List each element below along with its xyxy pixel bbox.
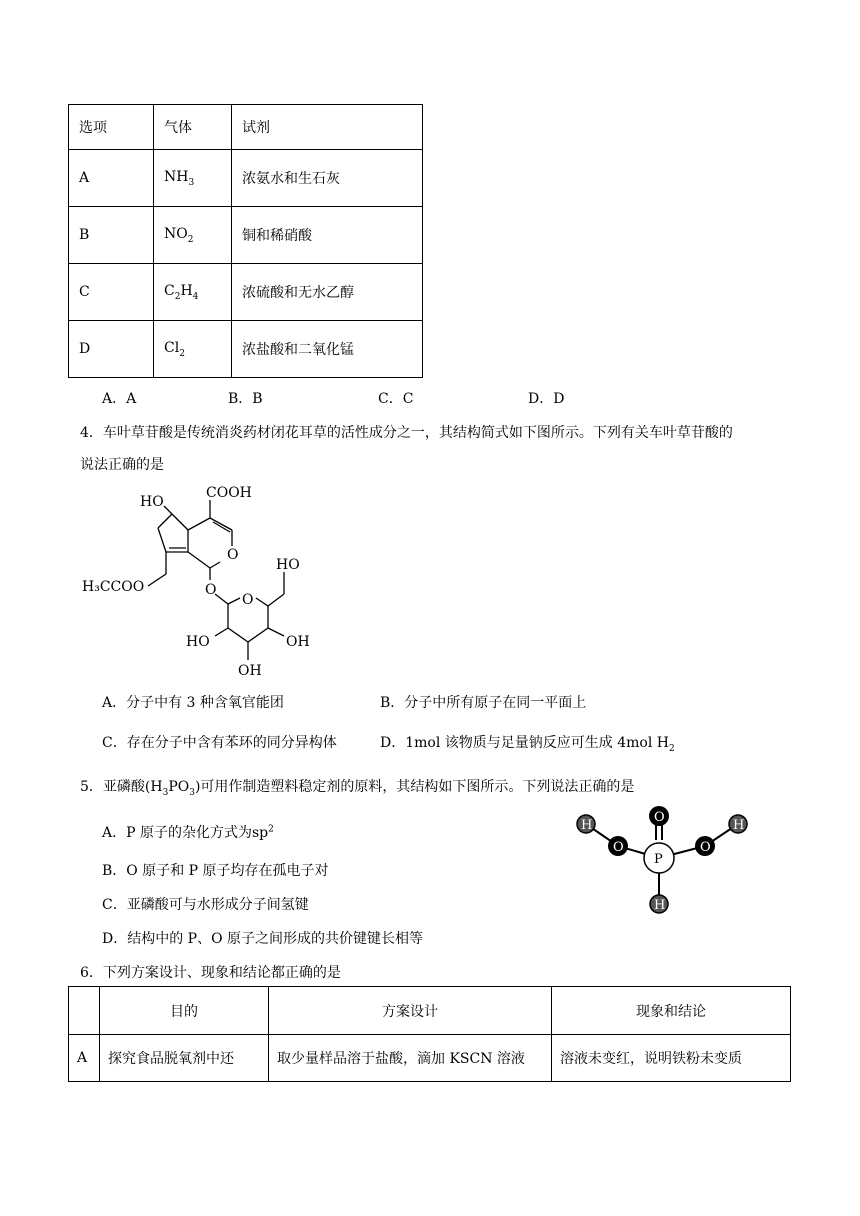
asperulosidic-acid-structure (70, 476, 350, 686)
q4-option-b: B．分子中所有原子在同一平面上 (380, 695, 587, 711)
row-option: A (69, 150, 154, 207)
table-row (69, 150, 423, 207)
header-reagent: 试剂 (232, 105, 423, 150)
plan-table (68, 986, 791, 1082)
table-header-row (69, 105, 423, 150)
header-result: 现象和结论 (552, 987, 791, 1035)
row-gas: $NH_3$ (154, 150, 232, 207)
row-result: 溶液未变红，说明铁粉未变质 (552, 1035, 791, 1082)
label-o-left: O (613, 840, 624, 855)
row-reagent: 浓盐酸和二氧化锰 (232, 321, 423, 378)
gas-reagent-table (68, 104, 423, 378)
q5-option-c: C．亚磷酸可与水形成分子间氢键 (102, 897, 309, 913)
label-o-top: O (654, 810, 665, 825)
row-option: D (69, 321, 154, 378)
label-p: P (654, 852, 663, 867)
phosphorous-acid-structure (570, 802, 760, 918)
label-h-left: H (581, 818, 593, 833)
plan-header-row (69, 987, 791, 1035)
q5-option-a: A．P 原子的杂化方式为$sp^2$ (102, 824, 274, 841)
table-row (69, 1035, 791, 1082)
q4-stem-line1: 4．车叶草苷酸是传统消炎药材闭花耳草的活性成分之一，其结构简式如下图所示。下列有关车叶草苷酸的 (80, 425, 733, 441)
q5-stem: 5．亚磷酸$(H_3PO_3)$可用作制造塑料稳定剂的原料，其结构如下图所示。下列说法正确的是 (80, 779, 635, 798)
q4-stem-line2: 说法正确的是 (80, 457, 164, 473)
label-oh-bottom: OH (238, 663, 262, 679)
row-reagent: 铜和稀硝酸 (232, 207, 423, 264)
row-reagent: 浓硫酸和无水乙醇 (232, 264, 423, 321)
q4-option-d: D．1mol 该物质与足量钠反应可生成 4mol $H_2$ (380, 735, 675, 754)
choice-c: C．C (378, 391, 414, 407)
header-option: 选项 (69, 105, 154, 150)
label-h-bottom: H (654, 898, 666, 913)
q4-option-c: C．存在分子中含有苯环的同分异构体 (102, 735, 337, 751)
row-gas: $C_2H_4$ (154, 264, 232, 321)
row-option: C (69, 264, 154, 321)
label-ring-o1: O (227, 547, 239, 563)
row-gas: $NO_2$ (154, 207, 232, 264)
row-option: B (69, 207, 154, 264)
choice-a: A．A (102, 391, 137, 407)
row-reagent: 浓氨水和生石灰 (232, 150, 423, 207)
row-design: 取少量样品溶于盐酸，滴加 KSCN 溶液 (269, 1035, 552, 1082)
choice-d: D．D (528, 391, 565, 407)
label-ho-top: HO (140, 494, 164, 510)
table-row (69, 321, 423, 378)
label-o-right: O (700, 840, 711, 855)
q5-option-b: B．O 原子和 P 原子均存在孤电子对 (102, 863, 329, 879)
header-blank (69, 987, 100, 1035)
label-ho-right: HO (276, 557, 300, 573)
q6-stem: 6．下列方案设计、现象和结论都正确的是 (80, 965, 341, 981)
row-gas: $Cl_2$ (154, 321, 232, 378)
q4-option-a: A．分子中有 3 种含氧官能团 (102, 695, 284, 711)
header-design: 方案设计 (269, 987, 552, 1035)
label-cooh: COOH (206, 485, 252, 501)
label-acetate: H₃CCOO (82, 579, 145, 595)
header-gas: 气体 (154, 105, 232, 150)
q5-option-d: D．结构中的 P、O 原子之间形成的共价键键长相等 (102, 931, 424, 947)
row-label: A (69, 1035, 100, 1082)
table-row (69, 207, 423, 264)
header-purpose: 目的 (100, 987, 269, 1035)
table-row (69, 264, 423, 321)
label-glyc-o: O (205, 582, 217, 598)
label-ring-o2: O (242, 592, 254, 608)
row-purpose: 探究食品脱氧剂中还 (100, 1035, 269, 1082)
label-oh-right: OH (286, 634, 310, 650)
label-oh-left: HO (186, 634, 210, 650)
choice-b: B．B (228, 391, 263, 407)
label-h-right: H (733, 818, 745, 833)
